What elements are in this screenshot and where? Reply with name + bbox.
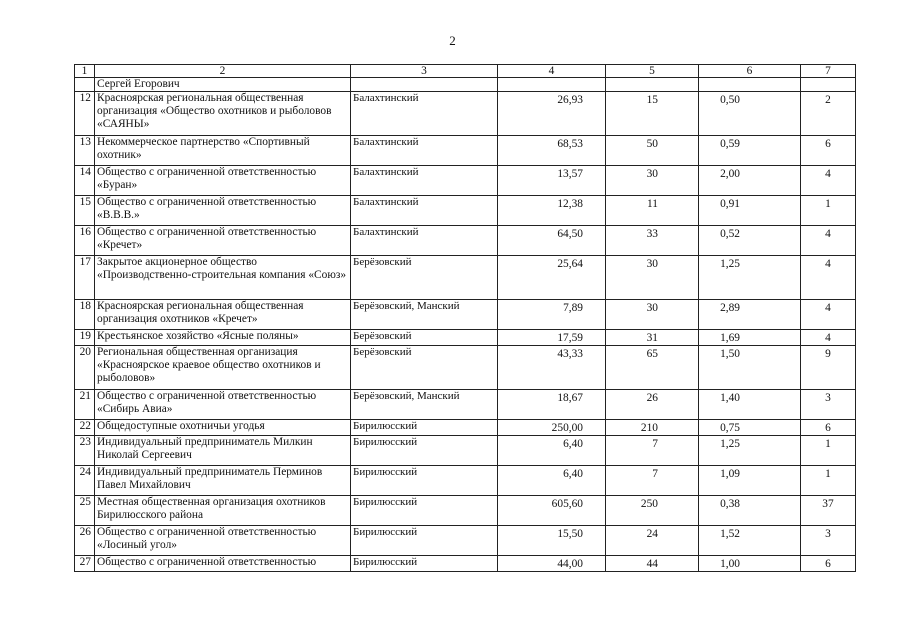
count-cell-value: 3 (825, 392, 831, 404)
table-row (75, 166, 856, 196)
organization-name-cell: Крестьянское хозяйство «Ясные поляны» (95, 330, 351, 346)
table-row (75, 330, 856, 346)
area-cell (498, 556, 606, 572)
quantity-cell-value: 50 (646, 138, 658, 150)
area-cell-value (500, 78, 583, 80)
header-cell: 3 (351, 65, 498, 78)
count-cell-value: 3 (825, 528, 831, 540)
row-number-cell: 26 (75, 526, 95, 556)
district-cell: Балахтинский (351, 196, 498, 226)
count-cell (801, 556, 856, 572)
organization-name-cell: Некоммерческое партнерство «Спортивный охотник» (95, 136, 351, 166)
quantity-cell (606, 196, 699, 226)
page-number: 2 (449, 33, 456, 48)
area-cell-value: 12,38 (557, 198, 583, 210)
count-cell (801, 420, 856, 436)
count-cell (801, 390, 856, 420)
ratio-cell-value: 1,09 (720, 468, 740, 480)
quantity-cell-value: 30 (646, 302, 658, 314)
count-cell (801, 300, 856, 330)
count-cell-value: 4 (825, 258, 831, 270)
row-number-cell: 18 (75, 300, 95, 330)
ratio-cell-value: 0,50 (720, 94, 740, 106)
organization-name-cell: Красноярская региональная общественная организация охотников «Кречет» (95, 300, 351, 330)
table-row (75, 526, 856, 556)
organization-name-cell: Сергей Егорович (95, 78, 351, 92)
row-number-cell: 27 (75, 556, 95, 572)
header-cell: 4 (498, 65, 606, 78)
row-number-cell: 13 (75, 136, 95, 166)
area-cell (498, 346, 606, 390)
district-cell: Бирилюсский (351, 420, 498, 436)
area-cell (498, 78, 606, 92)
ratio-cell-value: 0,75 (720, 422, 740, 434)
ratio-cell (699, 420, 801, 436)
table-row (75, 196, 856, 226)
organization-name-cell: Общество с ограниченной ответственностью «Лосиный угол» (95, 526, 351, 556)
district-cell: Бирилюсский (351, 436, 498, 466)
ratio-cell-value: 0,59 (720, 138, 740, 150)
count-cell (801, 330, 856, 346)
ratio-cell (699, 226, 801, 256)
area-cell (498, 436, 606, 466)
count-cell (801, 78, 856, 92)
table-row (75, 436, 856, 466)
district-cell: Берёзовский (351, 256, 498, 300)
table-row (75, 136, 856, 166)
count-cell (801, 166, 856, 196)
ratio-cell (699, 256, 801, 300)
quantity-cell-value (608, 78, 658, 80)
count-cell-value: 4 (825, 302, 831, 314)
district-cell: Бирилюсский (351, 556, 498, 572)
quantity-cell (606, 226, 699, 256)
ratio-cell-value: 1,50 (720, 348, 740, 360)
quantity-cell (606, 496, 699, 526)
ratio-cell-value: 0,38 (720, 498, 740, 510)
ratio-cell (699, 390, 801, 420)
row-number-cell: 25 (75, 496, 95, 526)
area-cell-value: 18,67 (557, 392, 583, 404)
ratio-cell (699, 436, 801, 466)
quantity-cell (606, 78, 699, 92)
area-cell-value: 15,50 (557, 528, 583, 540)
quantity-cell (606, 330, 699, 346)
header-cell: 7 (801, 65, 856, 78)
quantity-cell (606, 256, 699, 300)
count-cell (801, 466, 856, 496)
area-cell (498, 196, 606, 226)
area-cell-value: 43,33 (557, 348, 583, 360)
quantity-cell-value: 44 (646, 558, 658, 570)
quantity-cell-value: 24 (646, 528, 658, 540)
district-cell: Бирилюсский (351, 466, 498, 496)
quantity-cell-value: 30 (646, 168, 658, 180)
count-cell-value: 9 (825, 348, 831, 360)
organization-name-cell: Местная общественная организация охотников Бирилюсского района (95, 496, 351, 526)
ratio-cell (699, 166, 801, 196)
area-cell (498, 466, 606, 496)
quantity-cell (606, 526, 699, 556)
count-cell-value: 37 (822, 498, 834, 510)
row-number-cell: 14 (75, 166, 95, 196)
row-number-cell: 21 (75, 390, 95, 420)
ratio-cell-value: 1,52 (720, 528, 740, 540)
area-cell-value: 13,57 (557, 168, 583, 180)
organization-name-cell: Общество с ограниченной ответственностью «В.В.В.» (95, 196, 351, 226)
area-cell-value: 7,89 (563, 302, 583, 314)
quantity-cell-value: 30 (646, 258, 658, 270)
count-cell-value: 4 (825, 228, 831, 240)
organization-name-cell: Общество с ограниченной ответственностью «Сибирь Авиа» (95, 390, 351, 420)
quantity-cell-value: 7 (652, 438, 658, 450)
ratio-cell-value: 0,52 (720, 228, 740, 240)
quantity-cell (606, 390, 699, 420)
quantity-cell (606, 466, 699, 496)
organization-name-cell: Закрытое акционерное общество «Производственно-строительная компания «Союз» (95, 256, 351, 300)
area-cell (498, 226, 606, 256)
district-cell: Берёзовский (351, 346, 498, 390)
organization-name-cell: Общедоступные охотничьи угодья (95, 420, 351, 436)
area-cell-value: 64,50 (557, 228, 583, 240)
quantity-cell-value: 11 (647, 198, 658, 210)
hunting-grounds-table (74, 64, 856, 572)
area-cell (498, 496, 606, 526)
row-number-cell: 22 (75, 420, 95, 436)
count-cell (801, 226, 856, 256)
district-cell: Балахтинский (351, 226, 498, 256)
count-cell-value: 1 (825, 198, 831, 210)
header-row (75, 65, 856, 78)
row-number-cell: 24 (75, 466, 95, 496)
quantity-cell-value: 210 (640, 422, 658, 434)
quantity-cell (606, 166, 699, 196)
area-cell-value: 17,59 (557, 332, 583, 344)
district-cell: Балахтинский (351, 166, 498, 196)
organization-name-cell: Красноярская региональная общественная организация «Общество охотников и рыболовов «САЯНЫ» (95, 92, 351, 136)
ratio-cell-value: 2,89 (720, 302, 740, 314)
count-cell (801, 92, 856, 136)
count-cell-value: 4 (825, 168, 831, 180)
district-cell: Балахтинский (351, 136, 498, 166)
row-number-cell: 23 (75, 436, 95, 466)
quantity-cell-value: 31 (646, 332, 658, 344)
ratio-cell-value: 1,25 (720, 258, 740, 270)
quantity-cell (606, 420, 699, 436)
row-number-cell: 20 (75, 346, 95, 390)
ratio-cell-value: 1,25 (720, 438, 740, 450)
organization-name-cell: Индивидуальный предприниматель Перминов Павел Михайлович (95, 466, 351, 496)
quantity-cell-value: 15 (646, 94, 658, 106)
area-cell (498, 166, 606, 196)
table-row (75, 556, 856, 572)
count-cell (801, 256, 856, 300)
table-row (75, 226, 856, 256)
ratio-cell (699, 196, 801, 226)
count-cell (801, 136, 856, 166)
count-cell-value: 4 (825, 332, 831, 344)
ratio-cell (699, 300, 801, 330)
table-row (75, 256, 856, 300)
header-cell: 2 (95, 65, 351, 78)
district-cell: Берёзовский, Манский (351, 390, 498, 420)
district-cell: Берёзовский, Манский (351, 300, 498, 330)
ratio-cell (699, 556, 801, 572)
count-cell (801, 496, 856, 526)
area-cell-value: 25,64 (557, 258, 583, 270)
ratio-cell-value: 1,69 (720, 332, 740, 344)
area-cell-value: 250,00 (551, 422, 583, 434)
ratio-cell (699, 92, 801, 136)
row-number-cell: 12 (75, 92, 95, 136)
area-cell-value: 44,00 (557, 558, 583, 570)
table-row (75, 92, 856, 136)
area-cell-value: 26,93 (557, 94, 583, 106)
area-cell-value: 605,60 (551, 498, 583, 510)
header-cell: 1 (75, 65, 95, 78)
ratio-cell (699, 330, 801, 346)
count-cell (801, 436, 856, 466)
quantity-cell (606, 346, 699, 390)
count-cell (801, 196, 856, 226)
header-cell: 6 (699, 65, 801, 78)
ratio-cell (699, 496, 801, 526)
ratio-cell-value: 2,00 (720, 168, 740, 180)
district-cell: Бирилюсский (351, 526, 498, 556)
area-cell (498, 330, 606, 346)
district-cell: Бирилюсский (351, 496, 498, 526)
area-cell (498, 526, 606, 556)
table-row (75, 466, 856, 496)
quantity-cell (606, 136, 699, 166)
table-row (75, 390, 856, 420)
area-cell (498, 256, 606, 300)
district-cell (351, 78, 498, 92)
organization-name-cell: Региональная общественная организация «Красноярское краевое общество охотников и рыболовов» (95, 346, 351, 390)
table-row (75, 420, 856, 436)
quantity-cell (606, 556, 699, 572)
ratio-cell (699, 346, 801, 390)
row-number-cell: 15 (75, 196, 95, 226)
count-cell-value: 1 (825, 468, 831, 480)
area-cell-value: 68,53 (557, 138, 583, 150)
header-cell: 5 (606, 65, 699, 78)
ratio-cell (699, 136, 801, 166)
table-row (75, 78, 856, 92)
organization-name-cell: Общество с ограниченной ответственностью «Кречет» (95, 226, 351, 256)
count-cell-value: 2 (825, 94, 831, 106)
area-cell (498, 420, 606, 436)
row-number-cell (75, 78, 95, 92)
district-cell: Балахтинский (351, 92, 498, 136)
count-cell-value (803, 78, 853, 80)
quantity-cell-value: 33 (646, 228, 658, 240)
area-cell (498, 300, 606, 330)
ratio-cell-value: 1,40 (720, 392, 740, 404)
ratio-cell-value: 1,00 (720, 558, 740, 570)
count-cell-value: 6 (825, 138, 831, 150)
area-cell (498, 390, 606, 420)
row-number-cell: 19 (75, 330, 95, 346)
count-cell (801, 526, 856, 556)
quantity-cell-value: 250 (640, 498, 658, 510)
count-cell-value: 6 (825, 558, 831, 570)
table-row (75, 346, 856, 390)
area-cell-value: 6,40 (563, 468, 583, 480)
organization-name-cell: Общество с ограниченной ответственностью (95, 556, 351, 572)
area-cell-value: 6,40 (563, 438, 583, 450)
ratio-cell-value (701, 78, 740, 80)
quantity-cell-value: 7 (652, 468, 658, 480)
count-cell (801, 346, 856, 390)
quantity-cell (606, 300, 699, 330)
district-cell: Берёзовский (351, 330, 498, 346)
ratio-cell-value: 0,91 (720, 198, 740, 210)
organization-name-cell: Общество с ограниченной ответственностью «Буран» (95, 166, 351, 196)
row-number-cell: 17 (75, 256, 95, 300)
quantity-cell (606, 436, 699, 466)
ratio-cell (699, 466, 801, 496)
quantity-cell-value: 65 (646, 348, 658, 360)
quantity-cell-value: 26 (646, 392, 658, 404)
ratio-cell (699, 78, 801, 92)
row-number-cell: 16 (75, 226, 95, 256)
table-row (75, 496, 856, 526)
area-cell (498, 92, 606, 136)
count-cell-value: 1 (825, 438, 831, 450)
area-cell (498, 136, 606, 166)
quantity-cell (606, 92, 699, 136)
count-cell-value: 6 (825, 422, 831, 434)
table-row (75, 300, 856, 330)
ratio-cell (699, 526, 801, 556)
organization-name-cell: Индивидуальный предприниматель Милкин Николай Сергеевич (95, 436, 351, 466)
